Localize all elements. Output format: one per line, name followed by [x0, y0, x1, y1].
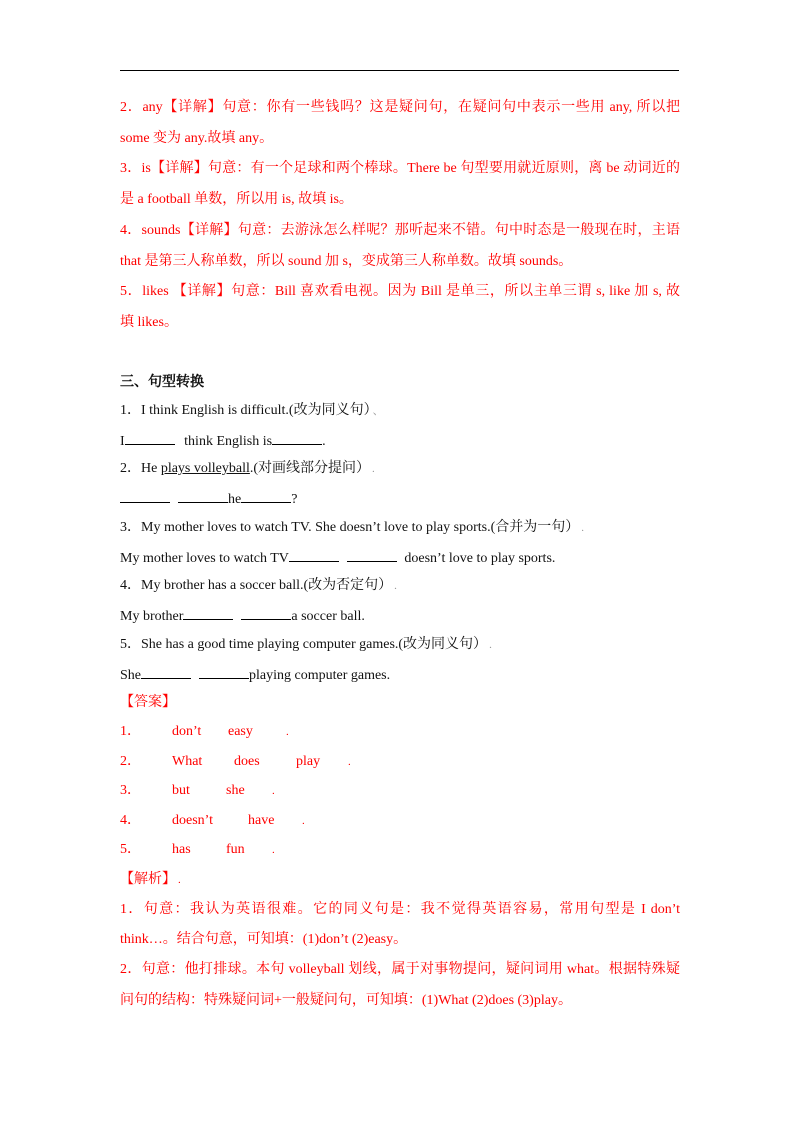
- question-5: 5．She has a good time playing computer games.(改为同义句） .: [120, 637, 492, 652]
- question-2-post: .(对画线部分提问）: [249, 461, 371, 476]
- question-5-answer-line: [120, 664, 680, 686]
- blank[interactable]: [178, 488, 228, 503]
- question-4-text-b: a soccer ball.: [291, 609, 365, 624]
- explanation-3-line1: 3．is【详解】句意：有一个足球和两个棒球。There be 句型要用就近原则，离 be 动词近的: [120, 161, 680, 176]
- blank[interactable]: [199, 664, 249, 679]
- analysis-1-line1: 1．句意：我认为英语很难。它的同义句是：我不觉得英语容易，常用句型是 I don’t: [120, 902, 680, 917]
- analysis-2-line2: 问句的结构：特殊疑问词+一般疑问句，可知填：(1)What (2)does (3)play。: [120, 993, 572, 1008]
- blank[interactable]: [125, 430, 175, 445]
- question-3: 3．My mother loves to watch TV. She doesn’t love to play sports.(合并为一句） .: [120, 520, 584, 535]
- answer-word: easy: [228, 724, 253, 739]
- answer-word: don’t: [172, 724, 202, 739]
- question-2: 2．He plays volleyball.(对画线部分提问） .: [120, 461, 375, 476]
- question-5-text-a: She: [120, 668, 141, 683]
- question-3-text-b: doesn’t love to play sports.: [400, 551, 556, 566]
- question-4-text-a: My brother: [120, 609, 184, 624]
- answer-row-5: 5． has fun .: [120, 840, 680, 860]
- answer-word: has: [172, 842, 191, 857]
- answer-row-2: 2． What does play .: [120, 752, 680, 772]
- answer-word: What: [172, 754, 203, 769]
- answer-word: but: [172, 783, 190, 798]
- question-4-prompt: 4．My brother has a soccer ball.(改为否定句）: [120, 578, 393, 593]
- question-2-end: ?: [291, 492, 298, 507]
- blank[interactable]: [272, 430, 322, 445]
- header-rule: [120, 70, 679, 71]
- analysis-label: 【解析】 .: [120, 872, 181, 887]
- blank[interactable]: [289, 547, 339, 562]
- explanation-5-line1: 5．likes 【详解】句意：Bill 喜欢看电视。因为 Bill 是单三，所以主单三谓 s, like 加 s, 故: [120, 284, 680, 299]
- explanation-2-line1: 2．any【详解】句意：你有一些钱吗？这是疑问句，在疑问句中表示一些用 any, 所以把: [120, 100, 680, 115]
- question-4: 4．My brother has a soccer ball.(改为否定句） .: [120, 578, 397, 593]
- answer-row-3: 3． but she .: [120, 781, 680, 801]
- answer-word: fun: [226, 842, 245, 857]
- question-1-answer-line: [120, 430, 680, 452]
- section-title: 三、句型转换: [120, 374, 204, 390]
- answer-number: 1．: [120, 724, 141, 739]
- blank[interactable]: [120, 488, 170, 503]
- question-1-text-b: think English is: [180, 434, 273, 449]
- question-2-pre: 2．He: [120, 461, 161, 476]
- analysis-2-line1: 2．句意：他打排球。本句 volleyball 划线，属于对事物提问，疑问词用 what。根据特殊疑: [120, 962, 680, 977]
- question-5-prompt: 5．She has a good time playing computer games.(改为同义句）: [120, 637, 488, 652]
- answer-number: 4．: [120, 813, 141, 828]
- answer-number: 2．: [120, 754, 141, 769]
- answer-word: doesn’t: [172, 813, 213, 828]
- answer-word: play: [296, 754, 321, 769]
- answer-word: have: [248, 813, 275, 828]
- blank[interactable]: [141, 664, 191, 679]
- explanation-4-line1: 4．sounds【详解】句意：去游泳怎么样呢？那听起来不错。句中时态是一般现在时，主语: [120, 223, 680, 238]
- analysis-label-text: 【解析】: [120, 872, 176, 887]
- explanation-4-line2: that 是第三人称单数，所以 sound 加 s，变成第三人称单数。故填 sounds。: [120, 254, 573, 269]
- explanation-3-line2: 是 a football 单数，所以用 is, 故填 is。: [120, 192, 353, 207]
- question-3-text-a: My mother loves to watch TV: [120, 551, 289, 566]
- question-1-text-a: I: [120, 434, 125, 449]
- question-1-end: .: [322, 434, 326, 449]
- question-2-underlined: plays volleyball: [160, 461, 250, 476]
- question-2-answer-line: [120, 488, 680, 510]
- answer-number: 5．: [120, 842, 141, 857]
- explanation-2-line2: some 变为 any.故填 any。: [120, 131, 274, 146]
- question-3-answer-line: [120, 547, 680, 569]
- blank[interactable]: [241, 605, 291, 620]
- question-4-answer-line: [120, 605, 680, 627]
- explanation-5-line2: 填 likes。: [120, 315, 178, 330]
- blank[interactable]: [183, 605, 233, 620]
- blank[interactable]: [241, 488, 291, 503]
- question-5-text-b: playing computer games.: [249, 668, 391, 683]
- analysis-1-line2: think…。结合句意，可知填：(1)don’t (2)easy。: [120, 932, 408, 947]
- answer-row-1: 1． don’t easy .: [120, 722, 680, 742]
- question-3-prompt: 3．My mother loves to watch TV. She doesn’t love to play sports.(合并为一句）: [120, 520, 580, 535]
- question-1-prompt: 1．I think English is difficult.(改为同义句）: [120, 403, 371, 418]
- answer-word: she: [226, 783, 245, 798]
- answer-number: 3．: [120, 783, 141, 798]
- question-2-text-mid: he: [228, 492, 242, 507]
- answer-word: does: [234, 754, 260, 769]
- question-1: 1．I think English is difficult.(改为同义句） 、: [120, 403, 384, 418]
- answer-label: 【答案】: [120, 695, 176, 710]
- blank[interactable]: [347, 547, 397, 562]
- answer-row-4: 4． doesn’t have .: [120, 811, 680, 831]
